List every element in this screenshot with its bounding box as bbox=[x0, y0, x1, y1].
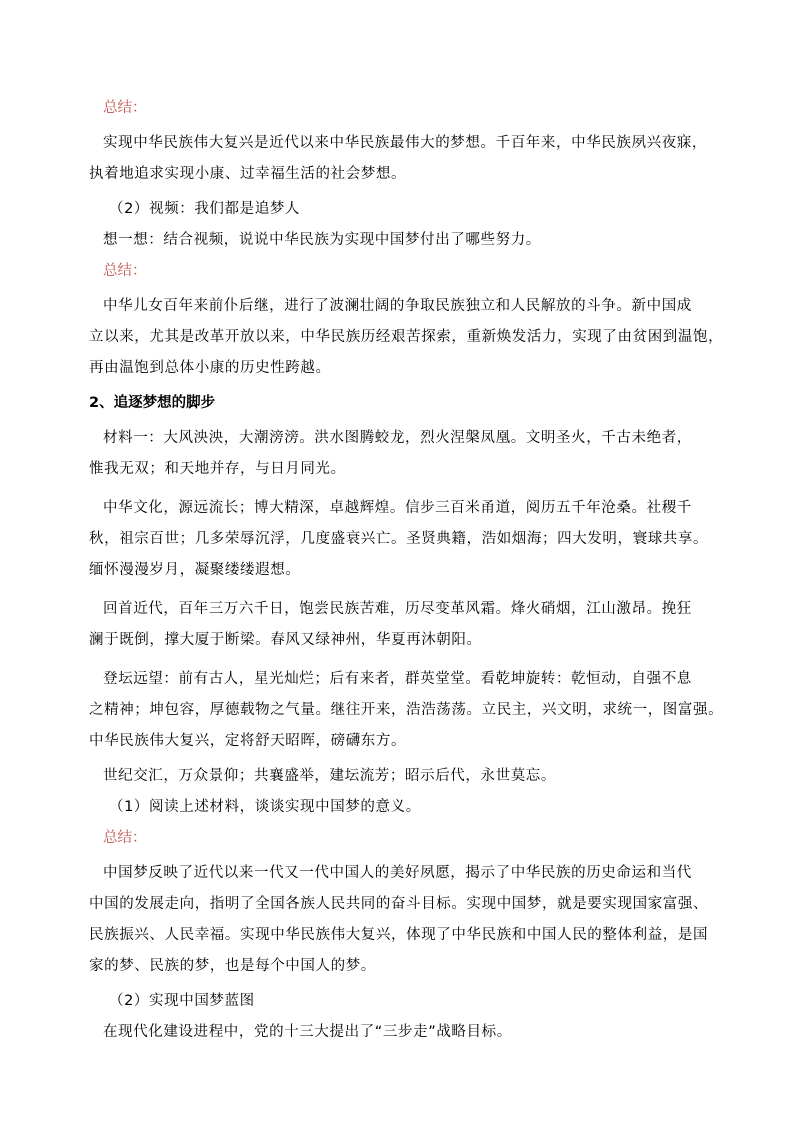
text-line: 再由温饱到总体小康的历史性跨越。 bbox=[89, 360, 331, 376]
question-1: （1）阅读上述材料，谈谈实现中国梦的意义。 bbox=[109, 799, 421, 815]
text-line: 中国梦反映了近代以来一代又一代中国人的美好夙愿，揭示了中华民族的历史命运和当代 bbox=[103, 865, 692, 881]
material-paragraph-3 bbox=[89, 594, 703, 656]
text-line: 执着地追求实现小康、过幸福生活的社会梦想。 bbox=[89, 166, 407, 182]
text-line: 中华民族伟大复兴，定将舒天昭晖，磅礴东方。 bbox=[89, 733, 407, 749]
material-paragraph-2 bbox=[89, 493, 709, 586]
video-item: （2）视频：我们都是追梦人 bbox=[109, 201, 301, 217]
text-line: 中华文化，源远流长；博大精深，卓越辉煌。信步三百米甬道，阅历五千年沧桑。社稷千 bbox=[103, 500, 692, 516]
text-line: 中国的发展走向，指明了全国各族人民共同的奋斗目标。实现中国梦，就是要实现国家富强、 bbox=[89, 896, 709, 912]
think-question: 想一想：结合视频，说说中华民族为实现中国梦付出了哪些努力。 bbox=[103, 232, 541, 248]
summary-label: 总结： bbox=[103, 100, 147, 116]
material-paragraph-1 bbox=[89, 423, 703, 485]
text-line: 缅怀漫漫岁月，凝聚缕缕遐想。 bbox=[89, 562, 301, 578]
paragraph-rejuvenation-dream bbox=[89, 128, 707, 190]
text-line: 家的梦、民族的梦，也是每个中国人的梦。 bbox=[89, 958, 376, 974]
text-line: 实现中华民族伟大复兴是近代以来中华民族最伟大的梦想。千百年来，中华民族夙兴夜寐， bbox=[103, 135, 707, 151]
text-line: 澜于既倒，撑大厦于断梁。春风又绿神州，华夏再沐朝阳。 bbox=[89, 632, 482, 648]
text-line: 民族振兴、人民幸福。实现中华民族伟大复兴，体现了中华民族和中国人民的整体利益，是国 bbox=[89, 927, 709, 943]
section-heading: 2、追逐梦想的脚步 bbox=[89, 395, 216, 411]
text-line: 登坛远望：前有古人，星光灿烂；后有来者，群英堂堂。看乾坤旋转：乾恒动，自强不息 bbox=[103, 671, 692, 687]
paragraph-struggle bbox=[89, 291, 724, 384]
text-line: 之精神；坤包容，厚德载物之气量。继往开来，浩浩荡荡。立民主，兴文明，求统一，图富强。 bbox=[89, 702, 724, 718]
summary-label: 总结： bbox=[103, 263, 147, 279]
text-line: 中华儿女百年来前仆后继，进行了波澜壮阔的争取民族独立和人民解放的斗争。新中国成 bbox=[103, 298, 692, 314]
paragraph-china-dream-meaning bbox=[89, 858, 709, 982]
text-line: 秋，祖宗百世；几多荣辱沉浮，几度盛衰兴亡。圣贤典籍，浩如烟海；四大发明，寰球共享。 bbox=[89, 531, 709, 547]
text-line: 惟我无双；和天地并存，与日月同光。 bbox=[89, 461, 346, 477]
text-line: 立以来，尤其是改革开放以来，中华民族历经艰苦探索，重新焕发活力，实现了由贫困到温饱， bbox=[89, 329, 724, 345]
text-line: 材料一：大风泱泱，大潮滂滂。洪水图腾蛟龙，烈火涅槃凤凰。文明圣火，千古未绝者， bbox=[103, 430, 692, 446]
material-paragraph-4 bbox=[89, 664, 724, 757]
paragraph-three-steps: 在现代化建设进程中，党的十三大提出了“三步走”战略目标。 bbox=[103, 1024, 512, 1040]
question-2: （2）实现中国梦蓝图 bbox=[109, 993, 255, 1009]
summary-label: 总结： bbox=[103, 830, 147, 846]
material-paragraph-5: 世纪交汇，万众景仰；共襄盛举，建坛流芳；昭示后代，永世莫忘。 bbox=[103, 768, 556, 784]
document-body bbox=[89, 97, 724, 1052]
text-line: 回首近代，百年三万六千日，饱尝民族苦难，历尽变革风霜。烽火硝烟，江山激昂。挽狂 bbox=[103, 601, 692, 617]
